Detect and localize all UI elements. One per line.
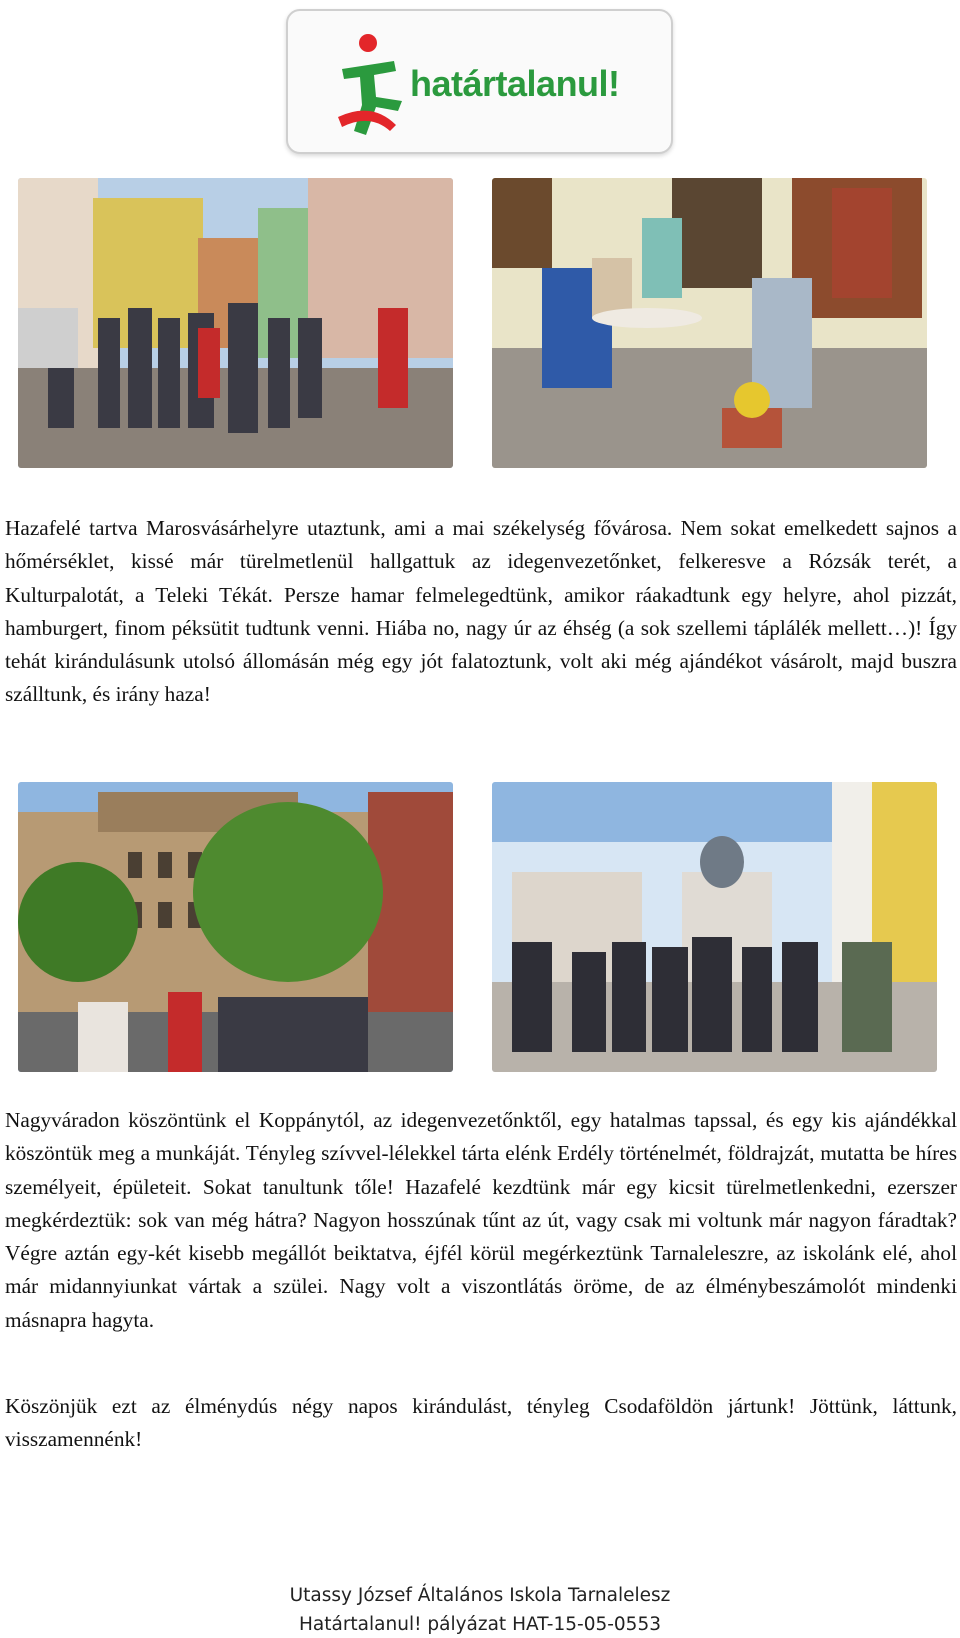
photo-icon — [492, 782, 937, 1072]
paragraph-nagyvarad: Nagyváradon köszöntünk el Koppánytól, az idegenvezetőnktől, egy hatalmas tapssal, és egy kis ajándékkal köszöntük meg a munkáját. Tényleg szívvel-lélekkel tárta elénk Erdély történelmét, földrajzát, mutatta be híres személyeit, épületeit. Sokat tanultunk tőle! Hazafelé kezdtünk már egy kicsit türelmetlenkedni, ezerszer megkérdeztük: sok van még hátra? Nagyon hosszúnak tűnt az út, vagy csak mi voltunk már nagyon fáradtak? Végre aztán egy-két kisebb megállót beiktatva, éjfél körül megérkeztünk Tarnaleleszre, az iskolánk elé, ahol már midannyiunkat vártak a szülei. Nagy volt a viszontlátás öröme, de az élménybeszámolót mindenki másnapra hagyta. — [5, 1108, 957, 1332]
logo-text: határtalanul! — [410, 63, 620, 104]
hatartalanul-logo — [286, 9, 673, 154]
paragraph-marosvasarhely: Hazafelé tartva Marosvásárhelyre utaztunk, ami a mai székelység fővárosa. Nem sokat emelkedett sajnos a hőmérséklet, kissé már türelmetlenül hallgattuk az idegenvezetőnket, felkeresve a Rózsák terét, a Kulturpalotát, a Teleki Tékát. Persze hamar felmelegedtünk, amikor ráakadtunk egy helyre, ahol pizzát, hamburgert, finom péksütit tudtunk venni. Hiába no, nagy úr az éhség (a sok szellemi táplálék mellett…)! Így tehát kirándulásunk utolsó állomásán még egy jót falatoztunk, volt aki még ajándékot vásárolt, majd buszra szálltunk, és irány haza! — [5, 516, 957, 707]
footer-grant: Határtalanul! pályázat HAT-15-05-0553 — [298, 1614, 661, 1635]
running-figure-icon — [332, 31, 422, 141]
paragraph-closing: Köszönjük ezt az élménydús négy napos kirándulást, tényleg Csodaföldön jártunk! Jöttünk, láttunk, visszamennénk! — [5, 1394, 957, 1452]
photo-icon — [18, 782, 453, 1072]
photo-culture-palace — [18, 782, 453, 1072]
photo-cafe-terrace — [492, 178, 927, 468]
footer-school: Utassy József Általános Iskola Tarnalelesz — [289, 1585, 671, 1606]
photo-icon — [492, 178, 927, 468]
photo-street-group — [18, 178, 453, 468]
photo-icon — [18, 178, 453, 468]
photo-cathedral-square — [492, 782, 937, 1072]
